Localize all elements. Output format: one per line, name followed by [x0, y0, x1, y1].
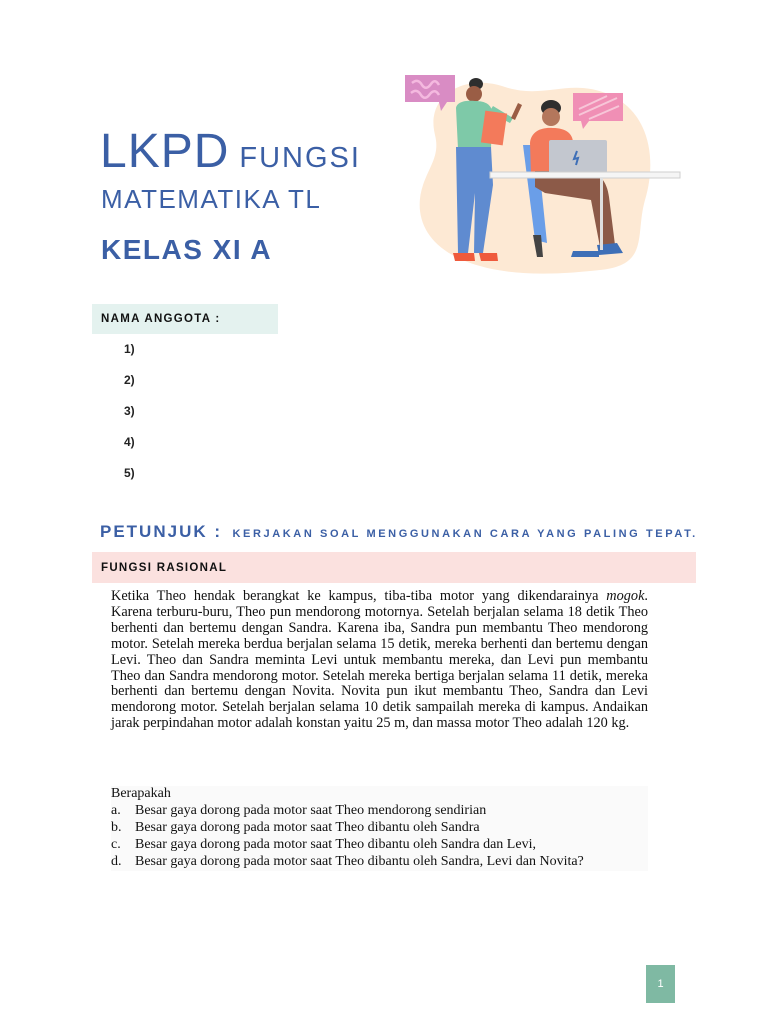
question-text: Besar gaya dorong pada motor saat Theo mendorong sendirian: [135, 802, 487, 818]
story-part-2: . Karena terburu-buru, Theo pun mendorong motornya. Setelah berjalan selama 18 detik Theo berhenti dan bertemu dengan Sandra. Karena iba, Sandra pun membantu Theo mendorong motor. Setelah mereka berdua berjalan selama 15 detik, mereka berhenti dan bertemu dengan Levi. Theo dan Sandra meminta Levi untuk membantu mereka, dan Levi pun membantu Theo dan Sandra mendorong motor. Setelah mereka bertiga berjalan selama 11 detik, mereka berhenti dan bertemu dengan Novita. Novita pun ikut membantu Theo, Sandra dan Levi mendorong motor. Setelah berjalan selama 10 detik sampailah mereka di kampus. Andaikan jarak perpindahan motor adalah konstan yaitu 25 m, dan massa motor Theo adalah 120 kg.: [111, 588, 648, 732]
question-list: [111, 803, 648, 871]
member-names-label: NAMA ANGGOTA :: [92, 304, 278, 334]
page-number-badge: 1: [646, 965, 675, 1003]
member-slot: 2): [124, 373, 135, 387]
question-block: [111, 786, 648, 871]
story-part-1: Ketika Theo hendak berangkat ke kampus, tiba-tiba motor yang dikendarainya: [111, 588, 607, 604]
question-text: Besar gaya dorong pada motor saat Theo dibantu oleh Sandra, Levi dan Novita?: [135, 853, 584, 869]
students-illustration: [395, 65, 685, 275]
member-slot: 3): [124, 404, 135, 418]
question-letter: b.: [111, 819, 122, 835]
title-fungsi: FUNGSI: [239, 142, 361, 174]
question-item: [111, 803, 648, 820]
question-letter: d.: [111, 853, 122, 869]
question-item: [111, 837, 648, 854]
desk: [490, 172, 680, 178]
instructions-label: PETUNJUK :: [100, 522, 223, 541]
instructions-text: KERJAKAN SOAL MENGGUNAKAN CARA YANG PALING TEPAT.: [232, 528, 698, 540]
question-text: Besar gaya dorong pada motor saat Theo dibantu oleh Sandra dan Levi,: [135, 836, 536, 852]
document-title: [100, 125, 361, 178]
question-lead: Berapakah: [111, 786, 171, 801]
question-letter: a.: [111, 802, 121, 818]
question-text: Besar gaya dorong pada motor saat Theo dibantu oleh Sandra: [135, 819, 480, 835]
member-slot: 1): [124, 342, 135, 356]
section-title: FUNGSI RASIONAL: [92, 552, 696, 583]
member-slot: 5): [124, 466, 135, 480]
title-lkpd: LKPD: [100, 125, 230, 178]
member-list: [124, 342, 135, 497]
member-slot: 4): [124, 435, 135, 449]
question-item: [111, 854, 648, 871]
instructions: [100, 522, 698, 542]
question-letter: c.: [111, 836, 121, 852]
document-subtitle: MATEMATIKA TL: [101, 184, 322, 214]
class-label: KELAS XI A: [101, 234, 273, 265]
story-italic-word: mogok: [606, 588, 645, 604]
story-paragraph: [111, 589, 648, 732]
question-item: [111, 820, 648, 837]
